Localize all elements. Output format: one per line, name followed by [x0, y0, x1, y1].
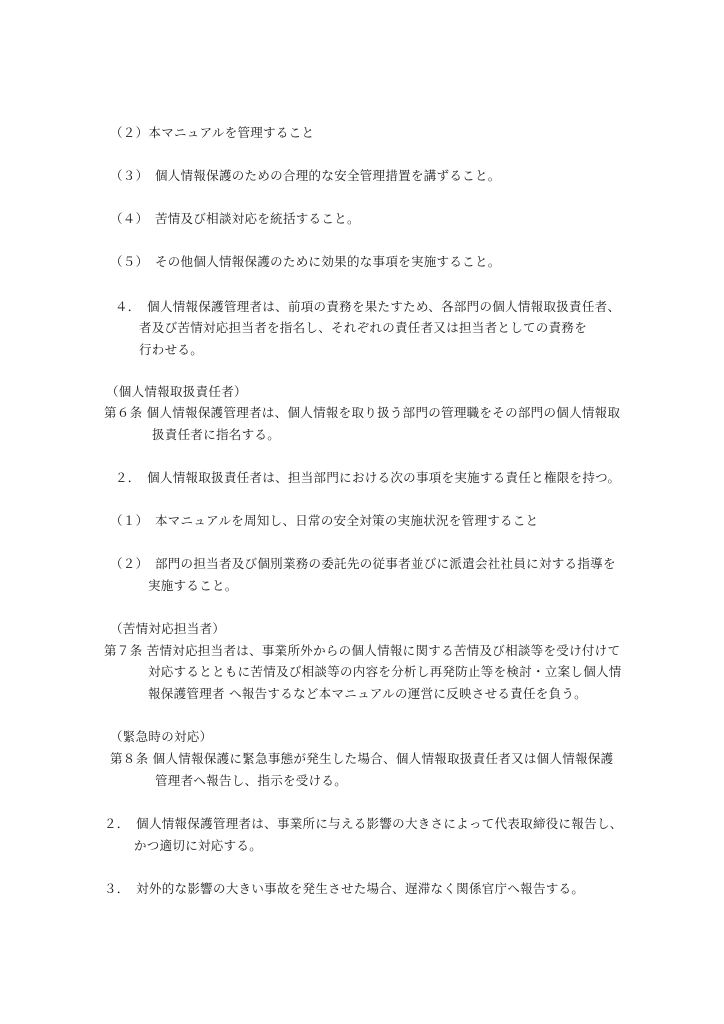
paragraph-4-cont-2: 行わせる。 — [139, 342, 204, 357]
clause-4: （４） 苦情及び相談対応を統括すること。 — [110, 211, 360, 226]
article-7: 第７条 苦情対応担当者は、事業所外からの個人情報に関する苦情及び相談等を受け付けて — [104, 643, 621, 658]
clause-2: （２）本マニュアルを管理すること — [110, 125, 315, 140]
section-heading-emergency: （緊急時の対応） — [110, 729, 213, 744]
article-7-cont-2: 報保護管理者 へ報告するなど本マニュアルの運営に反映させる責任を負う。 — [148, 686, 587, 701]
article-6-clause-2: （２） 部門の担当者及び個別業務の委託先の従事者並びに派遣会社社員に対する指導を — [110, 556, 616, 571]
section-heading-complaints: （苦情対応担当者） — [110, 621, 226, 636]
article-6-cont: 扱責任者に指名する。 — [152, 427, 281, 442]
article-8: 第８条 個人情報保護に緊急事態が発生した場合、個人情報取扱責任者又は個人情報保護 — [110, 751, 614, 766]
article-6-clause-2-cont: 実施すること。 — [148, 578, 238, 593]
article-8-paragraph-2: ２． 個人情報保護管理者は、事業所に与える影響の大きさによって代表取締役に報告し、 — [104, 816, 623, 831]
article-6-paragraph-2: ２． 個人情報取扱責任者は、担当部門における次の事項を実施する責任と権限を持つ。 — [115, 470, 621, 485]
section-heading-manager: （個人情報取扱責任者） — [106, 384, 247, 399]
paragraph-4: ４． 個人情報保護管理者は、前項の責務を果たすため、各部門の個人情報取扱責任者、 — [115, 299, 621, 314]
article-6-clause-1: （１） 本マニュアルを周知し、日常の安全対策の実施状況を管理すること — [110, 513, 539, 528]
article-7-cont-1: 対応するとともに苦情及び相談等の内容を分析し再発防止等を検討・立案し個人情 — [148, 664, 622, 679]
article-8-cont: 管理者へ報告し、指示を受ける。 — [155, 773, 348, 788]
clause-5: （５） その他個人情報保護のために効果的な事項を実施すること。 — [110, 254, 501, 269]
article-6: 第６条 個人情報保護管理者は、個人情報を取り扱う部門の管理職をその部門の個人情報取 — [104, 405, 621, 420]
paragraph-4-cont-1: 者及び苦情対応担当者を指名し、それぞれの責任者又は担当者としての責務を — [139, 320, 588, 335]
article-8-paragraph-3: ３． 対外的な影響の大きい事故を発生させた場合、遅滞なく関係官庁へ報告する。 — [104, 881, 585, 896]
article-8-paragraph-2-cont: かつ適切に対応する。 — [134, 838, 263, 853]
clause-3: （３） 個人情報保護のための合理的な安全管理措置を講ずること。 — [110, 168, 501, 183]
